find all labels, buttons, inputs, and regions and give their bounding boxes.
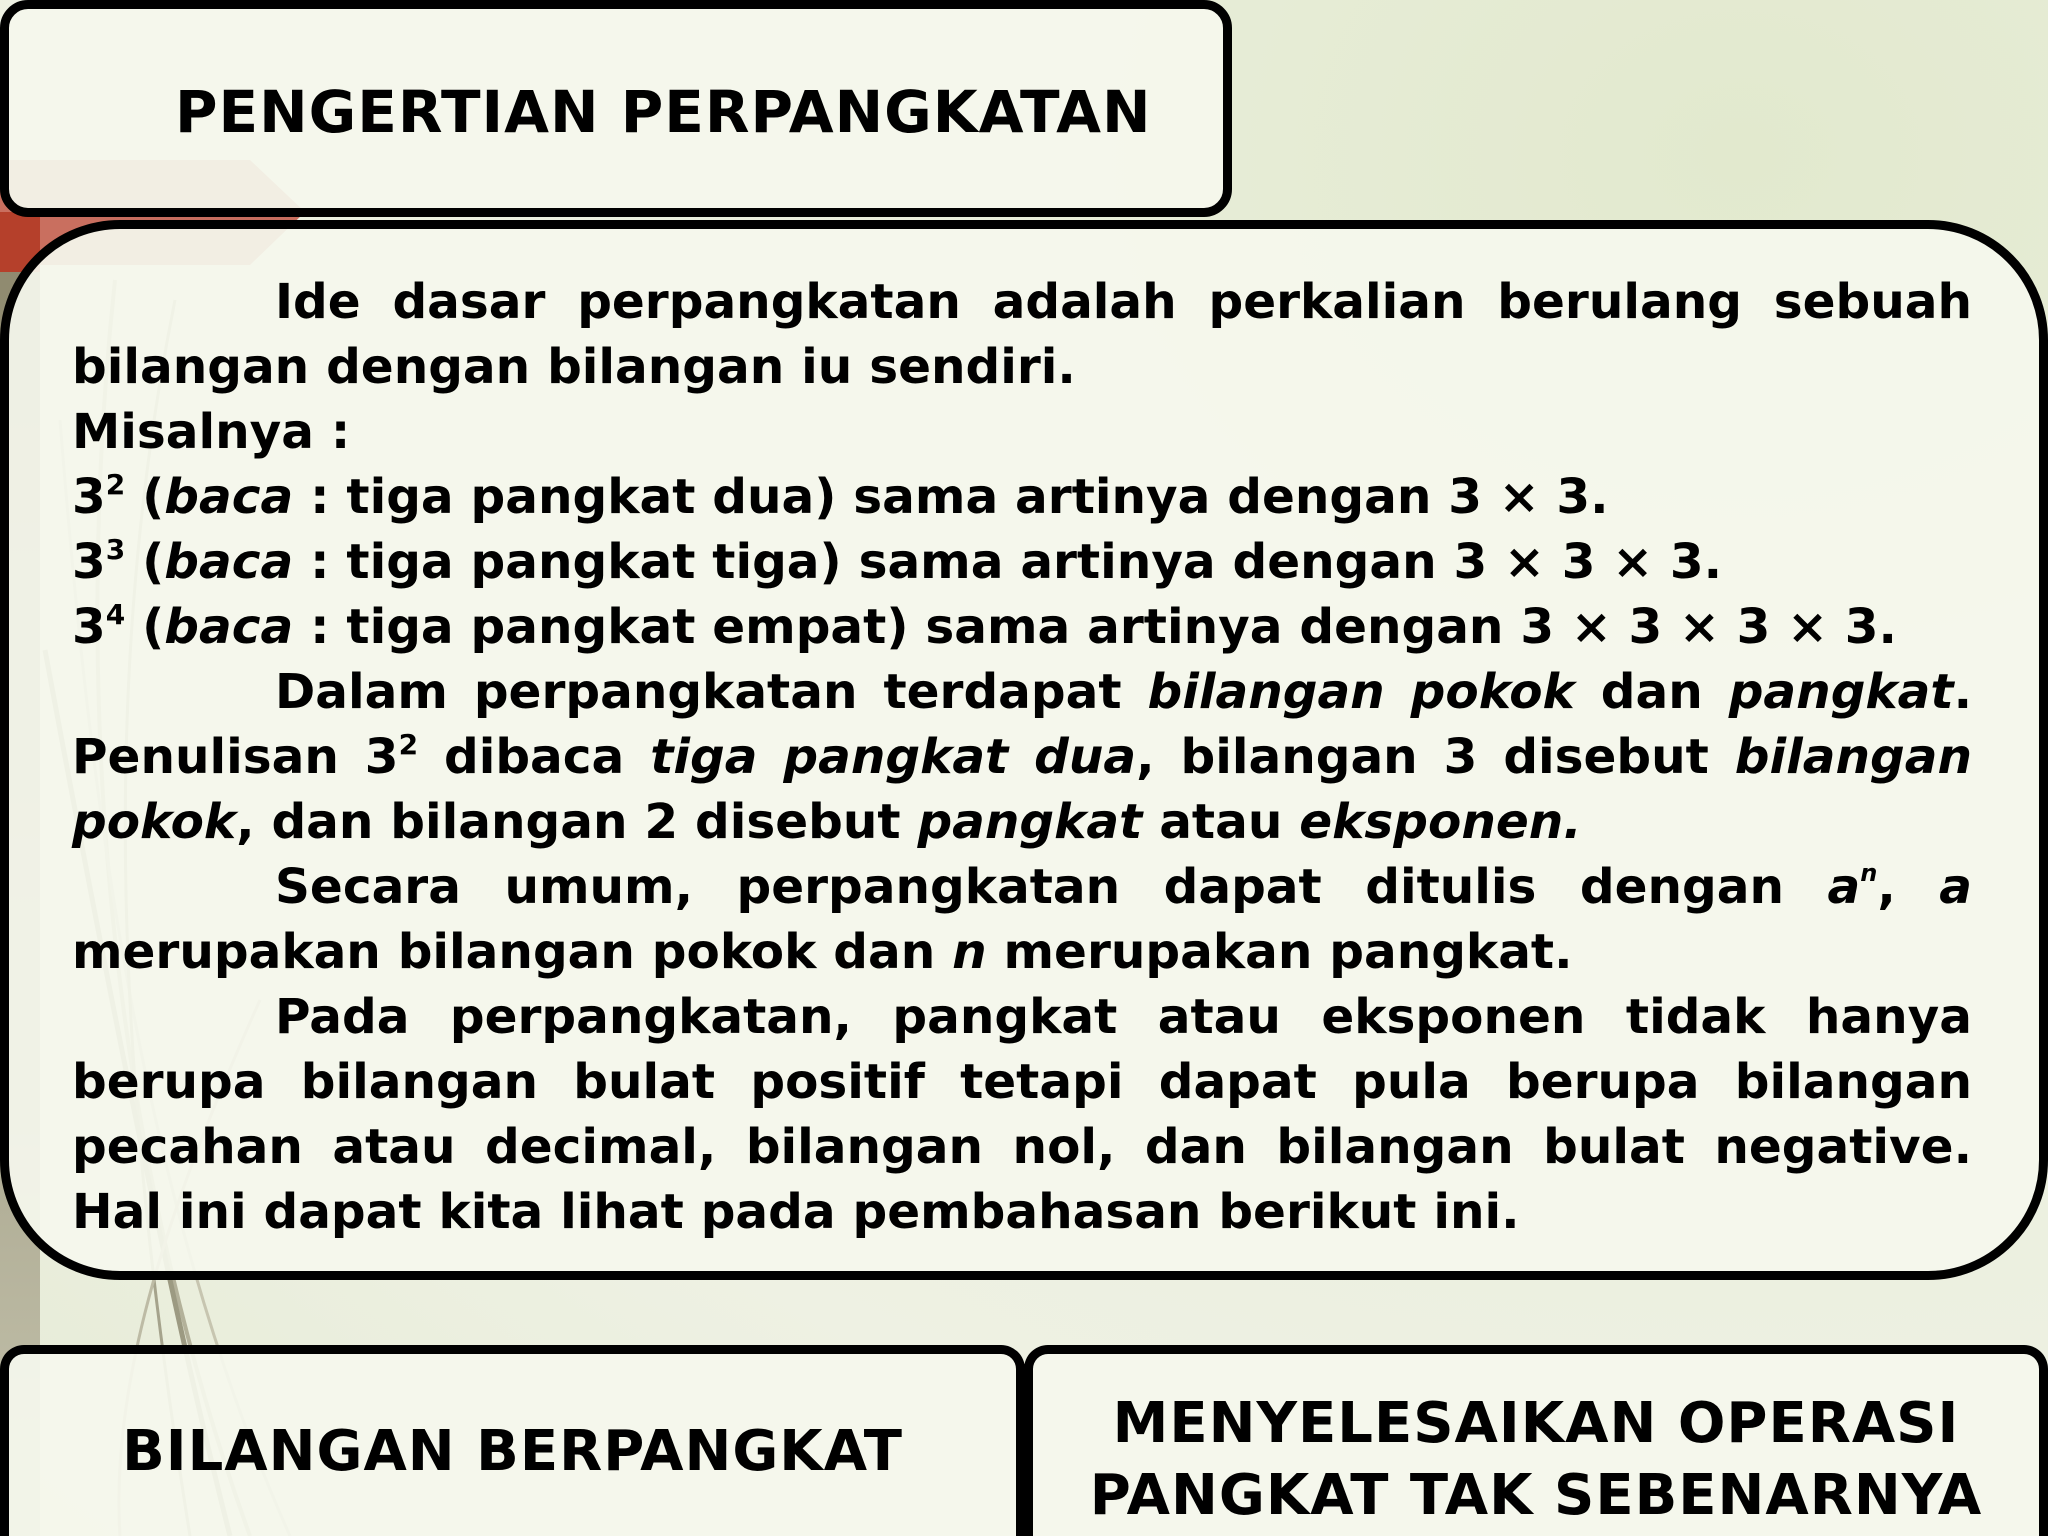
page-title: PENGERTIAN PERPANGKATAN	[175, 78, 1152, 146]
example-line: $3^2$ (baca : tiga pangkat dua) sama artinya dengan 3 × 3.	[72, 468, 1609, 525]
example-line: $3^4$ (baca : tiga pangkat empat) sama artinya dengan 3 × 3 × 3 × 3.	[72, 598, 1897, 655]
paragraph-general-form: Secara umum, perpangkatan dapat ditulis dengan $a^n$, a merupakan bilangan pokok dan n merupakan pangkat.	[72, 859, 1973, 980]
paragraph-terms: Dalam perpangkatan terdapat bilangan pokok dan pangkat. Penulisan $3^2$ dibaca tiga pangkat dua, bilangan 3 disebut bilangan pokok, dan bilangan 2 disebut pangkat atau eksponen.	[72, 664, 1973, 850]
paragraph-example-label: Misalnya :	[72, 404, 351, 460]
content-text	[72, 270, 1972, 1245]
example-line: $3^3$ (baca : tiga pangkat tiga) sama artinya dengan 3 × 3 × 3.	[72, 533, 1723, 590]
nav-button-label: BILANGAN BERPANGKAT	[122, 1419, 903, 1484]
nav-button-bilangan-berpangkat[interactable]	[0, 1345, 1025, 1536]
nav-button-operasi-pangkat[interactable]	[1024, 1345, 2048, 1536]
nav-button-label: MENYELESAIKAN OPERASI PANGKAT TAK SEBENARNYA	[1089, 1391, 1983, 1528]
paragraph-intro: Ide dasar perpangkatan adalah perkalian berulang sebuah bilangan dengan bilangan iu sendiri.	[72, 274, 1972, 395]
paragraph-exponent-types: Pada perpangkatan, pangkat atau eksponen tidak hanya berupa bilangan bulat positif tetapi dapat pula berupa bilangan pecahan atau decimal, bilangan nol, dan bilangan bulat negative. Hal ini dapat kita lihat pada pembahasan berikut ini.	[72, 989, 1972, 1240]
